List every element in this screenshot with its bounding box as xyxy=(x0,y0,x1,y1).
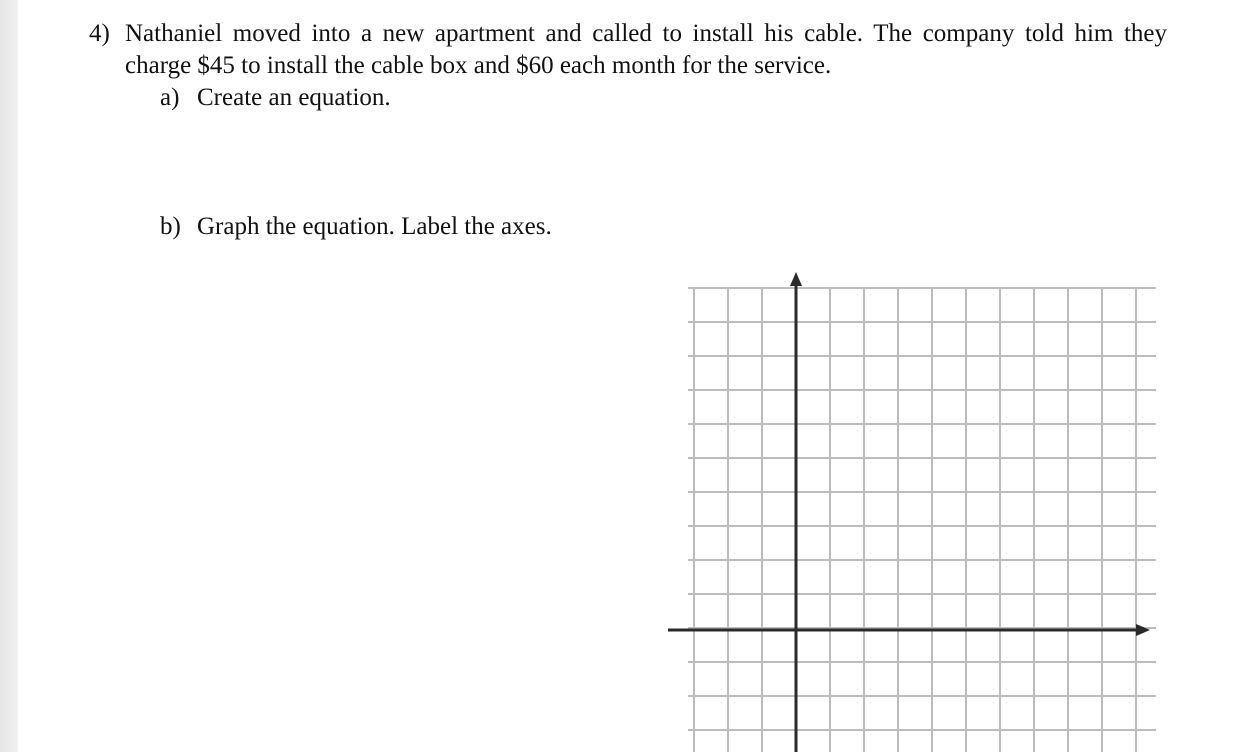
page-margin-shadow xyxy=(0,0,18,752)
question-text-line-2: charge $45 to install the cable box and $60 each month for the service. xyxy=(125,52,832,79)
coordinate-grid xyxy=(666,268,1166,752)
y-axis-arrow xyxy=(790,272,802,286)
grid-lines xyxy=(688,288,1156,752)
question-text-line-1: Nathaniel moved into a new apartment and called to install his cable. The company told him they xyxy=(125,20,1167,47)
part-a-label: a) xyxy=(160,84,180,111)
part-b-label: b) xyxy=(160,213,181,240)
worksheet-page xyxy=(18,0,1238,752)
question-number: 4) xyxy=(89,20,110,47)
part-a-text: Create an equation. xyxy=(197,84,391,111)
x-axis-arrow xyxy=(1136,624,1150,636)
part-b-text: Graph the equation. Label the axes. xyxy=(197,213,552,240)
